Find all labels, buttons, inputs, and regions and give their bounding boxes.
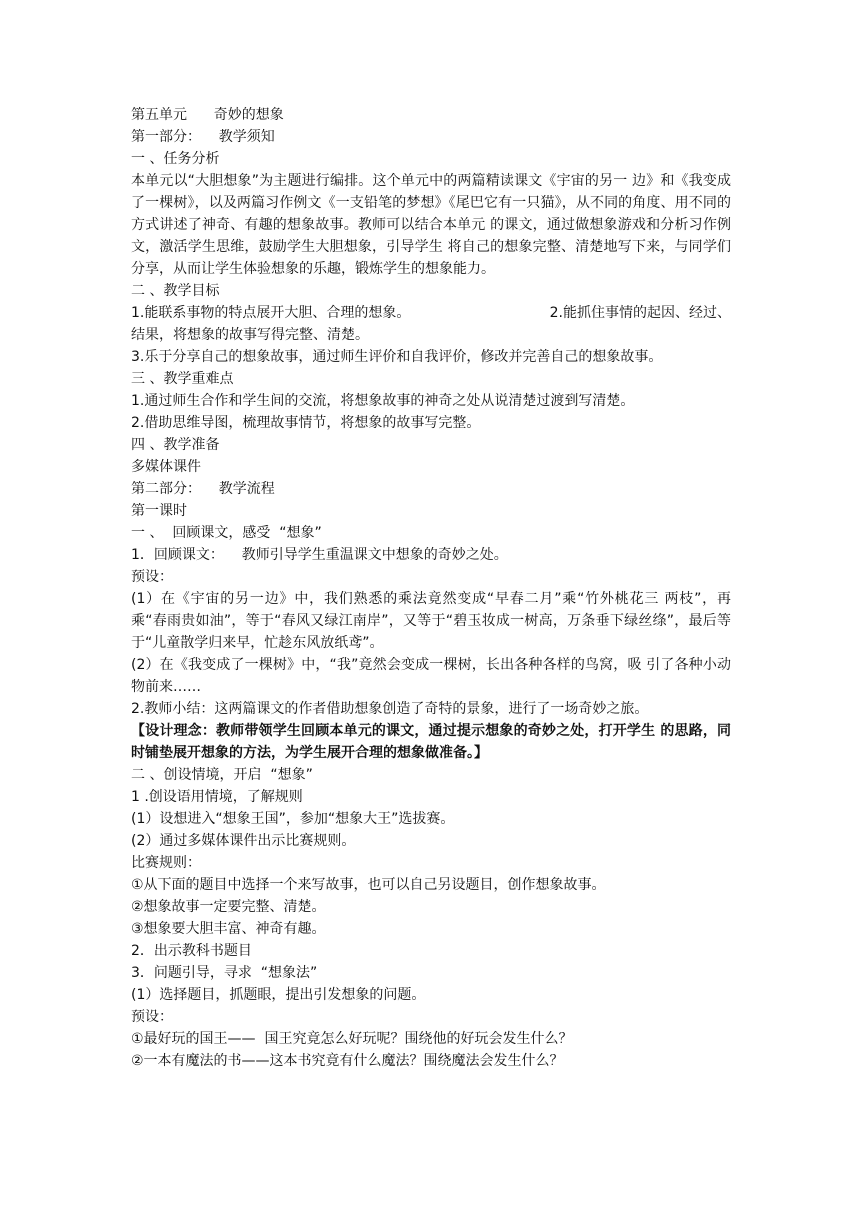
section-preparation-heading: 四 、教学准备 xyxy=(131,437,220,453)
goal-row xyxy=(131,302,731,324)
rule-2: ②想象故事一定要完整、清楚。 xyxy=(131,899,326,915)
goal-3: 3.乐于分享自己的想象故事，通过师生评价和自我评价，修改并完善自己的想象故事。 xyxy=(131,349,663,365)
part-one-heading: 第一部分： 教学须知 xyxy=(131,129,275,145)
rule-3: ③想象要大胆丰富、神奇有趣。 xyxy=(131,921,326,937)
document-body xyxy=(131,104,731,1072)
unit-title: 第五单元 奇妙的想象 xyxy=(131,107,284,123)
step-one-item-2: 2.教师小结：这两篇课文的作者借助想象创造了奇特的景象，进行了一场奇妙之旅。 xyxy=(131,701,649,717)
design-note: 【设计理念：教师带领学生回顾本单元的课文，通过提示想象的奇妙之处，打开学生 的思路，同时铺垫展开想象的方法，为学生展开合理的想象做准备。】 xyxy=(131,723,731,761)
step-two-item-1: 1 .创设语用情境，了解规则 xyxy=(131,789,303,805)
goal-2-start: 2.能抓住事情的起因、经过、 xyxy=(549,305,731,321)
preset-1-paragraph-2: (2）在《我变成了一棵树》中，“我”竟然会变成一棵树，长出各种各样的鸟窝，吸 引了各种小动物前来…… xyxy=(131,657,731,695)
step-two-heading: 二 、创设情境，开启 “想象” xyxy=(131,767,313,783)
step-one-item-1: 1．回顾课文： 教师引导学生重温课文中想象的奇妙之处。 xyxy=(131,547,508,563)
preset-label-1: 预设： xyxy=(131,569,173,585)
goal-1: 1.能联系事物的特点展开大胆、合理的想象。 xyxy=(131,305,411,321)
step-two-item-2: 2．出示教科书题目 xyxy=(131,943,252,959)
task-analysis-paragraph: 本单元以“大胆想象”为主题进行编排。这个单元中的两篇精读课文《宇宙的另一 边》和《我变成了一棵树》，以及两篇习作例文《一支铅笔的梦想》《尾巴它有一只猫》，从不同的角度、用不同的方式讲述了神奇、有趣的想象故事。教师可以结合本单元 的课文，通过做想象游戏和分析习作例文，激活学生思维，鼓励学生大胆想象，引导学生 将自己的想象完整、清楚地写下来，与同学们分享，从而让学生体验想象的乐趣，锻炼学生的想象能力。 xyxy=(131,173,731,277)
section-task-analysis-heading: 一 、任务分析 xyxy=(131,151,220,167)
step-two-item-3a: (1）选择题目，抓题眼，提出引发想象的问题。 xyxy=(131,987,426,1003)
section-key-points-heading: 三 、教学重难点 xyxy=(131,371,234,387)
lesson-one-heading: 第一课时 xyxy=(131,503,187,519)
rule-1: ①从下面的题目中选择一个来写故事，也可以自己另设题目，创作想象故事。 xyxy=(131,877,606,893)
key-point-2: 2.借助思维导图，梳理故事情节，将想象的故事写完整。 xyxy=(131,415,481,431)
preparation-text: 多媒体课件 xyxy=(131,459,201,475)
key-point-1: 1.通过师生合作和学生间的交流，将想象故事的神奇之处从说清楚过渡到写清楚。 xyxy=(131,393,635,409)
rules-label: 比赛规则： xyxy=(131,855,201,871)
preset-2-item-1: ①最好玩的国王—— 国王究竟怎么好玩呢？围绕他的好玩会发生什么？ xyxy=(131,1031,573,1047)
preset-2-item-2: ②一本有魔法的书——这本书究竟有什么魔法？围绕魔法会发生什么？ xyxy=(131,1053,564,1069)
step-two-item-1a: (1）设想进入“想象王国”，参加“想象大王”选拔赛。 xyxy=(131,811,455,827)
section-goals-heading: 二 、教学目标 xyxy=(131,283,220,299)
step-one-heading: 一 、 回顾课文，感受 “想象” xyxy=(131,525,322,541)
preset-1-paragraph-1: (1）在《宇宙的另一边》中，我们熟悉的乘法竟然变成“早春二月”乘“竹外桃花三 两枝”，再乘“春雨贵如油”，等于“春风又绿江南岸”，又等于“碧玉妆成一树高，万条垂下绿丝绦”，最后等于“儿童散学归来早，忙趁东风放纸鸢”。 xyxy=(131,591,731,651)
goal-2-end: 结果，将想象的故事写得完整、清楚。 xyxy=(131,327,369,343)
preset-label-2: 预设： xyxy=(131,1009,173,1025)
step-two-item-3: 3．问题引导，寻求 “想象法” xyxy=(131,965,318,981)
part-two-heading: 第二部分： 教学流程 xyxy=(131,481,275,497)
step-two-item-1b: (2）通过多媒体课件出示比赛规则。 xyxy=(131,833,356,849)
